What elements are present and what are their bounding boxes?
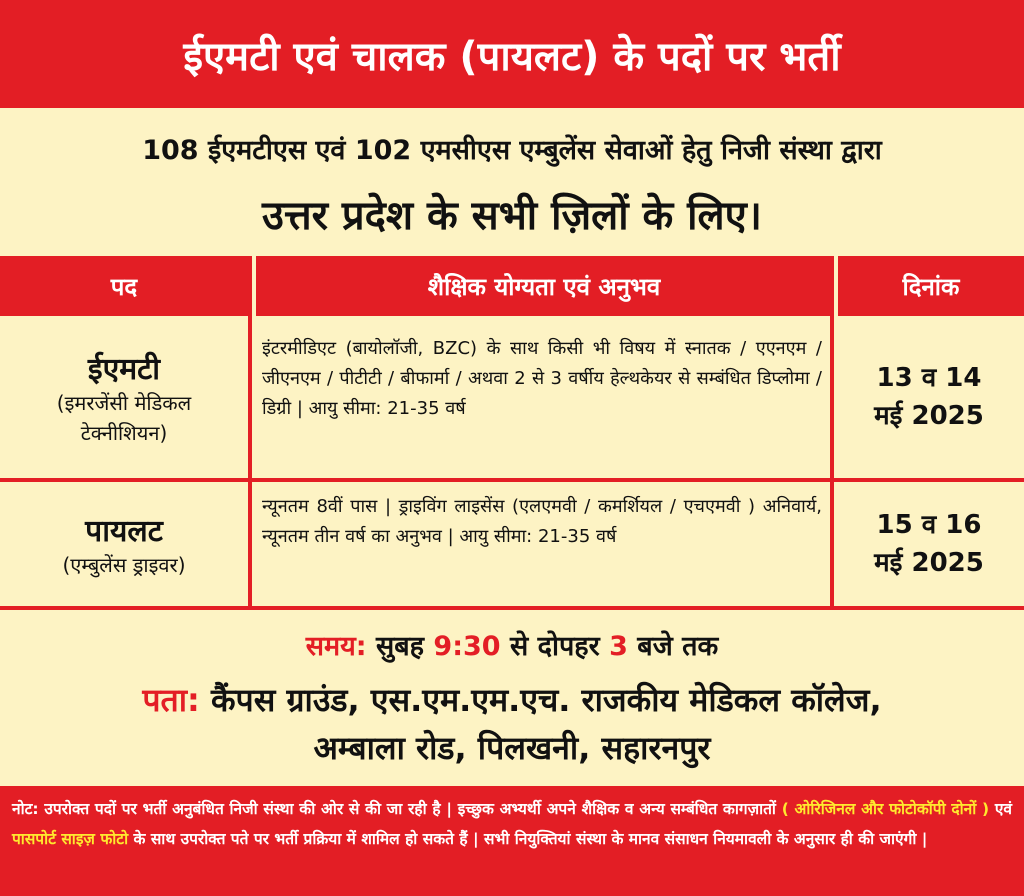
address-text: कैंपस ग्राउंड, एस.एम.एम.एच. राजकीय मेडिकल कॉलेज,	[199, 681, 882, 719]
note-text: के साथ उपरोक्त पते पर भर्ती प्रक्रिया में शामिल हो सकते हैं | सभी नियुक्तियां संस्था के मानव संसाधन नियमावली के अनुसार ही की जाएंगी |	[128, 830, 928, 848]
intro-section	[0, 108, 1024, 256]
timing-text: से दोपहर	[500, 631, 610, 662]
post-name: ईएमटी	[87, 351, 161, 387]
note-text: एवं	[989, 800, 1013, 818]
row-divider	[0, 606, 1024, 610]
table-row-post	[0, 316, 248, 478]
date-line-1: 13 व 14	[876, 363, 982, 393]
address-block	[0, 676, 1024, 772]
qualification-text: इंटरमीडिएट (बायोलॉजी, BZC) के साथ किसी भी विषय में स्नातक / एएनएम / जीएनएम / पीटीटी / बीफार्मा / अथवा 2 से 3 वर्षीय हेल्थकेयर से सम्बंधित डिप्लोमा / डिग्री | आयु सीमा: 21-35 वर्ष	[262, 338, 822, 419]
timing-start: 9:30	[433, 631, 501, 662]
note-footer	[0, 786, 1024, 896]
date-line-1: 15 व 16	[876, 510, 982, 540]
recruitment-table	[0, 256, 1024, 610]
address-line-1	[0, 676, 1024, 724]
header-qualification: शैक्षिक योग्यता एवं अनुभव	[256, 256, 832, 316]
timing-label: समय:	[305, 631, 367, 662]
header-post: पद	[0, 256, 248, 316]
timing-text: बजे तक	[627, 631, 719, 662]
column-divider	[248, 256, 252, 610]
intro-line-1: 108 ईएमटीएस एवं 102 एमसीएस एम्बुलेंस सेवाओं हेतु निजी संस्था द्वारा	[142, 135, 882, 166]
address-line-2: अम्बाला रोड, पिलखनी, सहारनपुर	[313, 729, 711, 767]
date-cell	[834, 482, 1024, 606]
date-cell	[834, 316, 1024, 478]
post-subtitle: (इमरजेंसी मेडिकल टेक्नीशियन)	[56, 390, 192, 445]
timing-text: सुबह	[366, 631, 434, 662]
intro-line-2: उत्तर प्रदेश के सभी ज़िलों के लिए।	[262, 193, 762, 239]
table-row-post	[0, 482, 248, 606]
header-date: दिनांक	[838, 256, 1024, 316]
address-label: पता:	[142, 681, 200, 719]
page-title-banner	[0, 0, 1024, 108]
date-line-2: मई 2025	[874, 401, 984, 431]
date-line-2: मई 2025	[874, 548, 984, 578]
qualification-text: न्यूनतम 8वीं पास | ड्राइविंग लाइसेंस (एलएमवी / कमर्शियल / एचएमवी ) अनिवार्य, न्यूनतम तीन वर्ष का अनुभव | आयु सीमा: 21-35 वर्ष	[262, 496, 822, 547]
post-name: पायलट	[85, 513, 163, 549]
post-subtitle: (एम्बुलेंस ड्राइवर)	[62, 552, 186, 577]
note-highlight: ( ओरिजिनल और फोटोकॉपी दोनों )	[781, 800, 990, 818]
timing-end: 3	[609, 631, 628, 662]
note-text: नोट: उपरोक्त पदों पर भर्ती अनुबंधित निजी संस्था की ओर से की जा रही है | इच्छुक अभ्यर्थी अपने शैक्षिक व अन्य सम्बंधित कागज़ातों	[12, 800, 782, 818]
note-highlight: पासपोर्ट साइज़ फोटो	[12, 830, 129, 848]
timing-line	[0, 626, 1024, 663]
page-title: ईएमटी एवं चालक (पायलट) के पदों पर भर्ती	[183, 33, 841, 80]
